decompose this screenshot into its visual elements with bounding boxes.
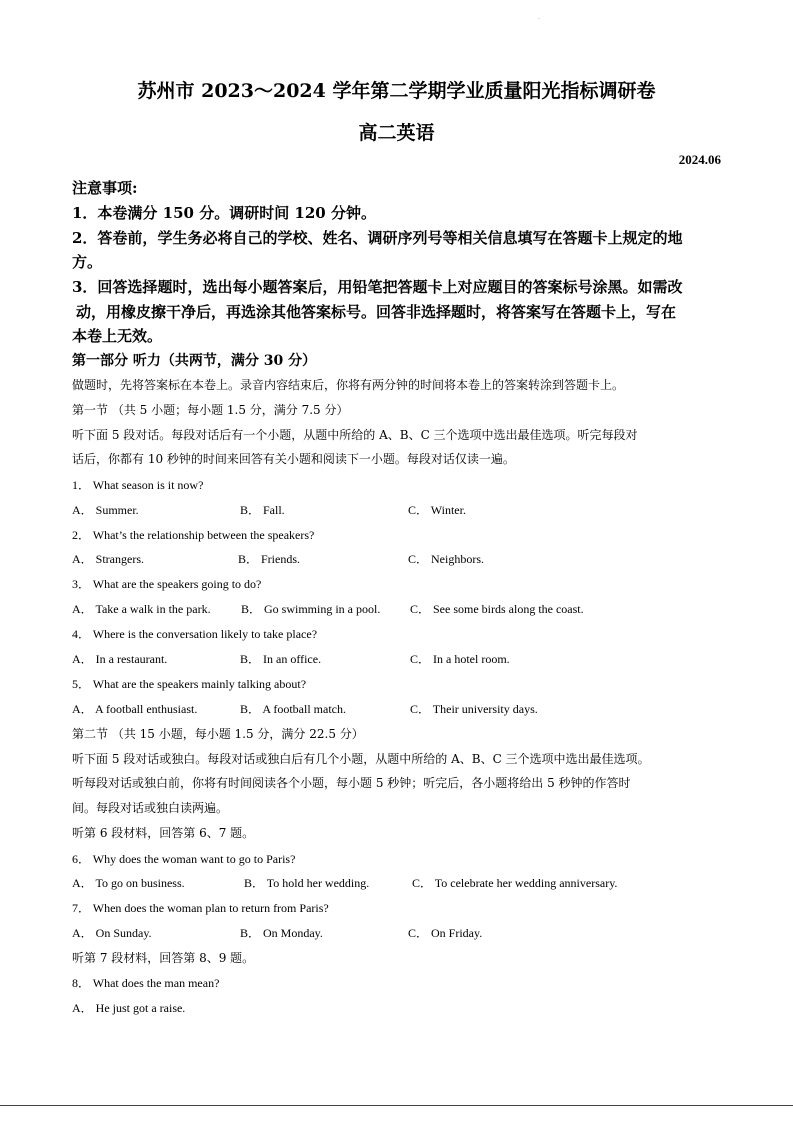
part1-heading: 第一部分 听力（共两节，满分 30 分） — [72, 353, 317, 369]
q4-option-a: A． In a restaurant. — [72, 652, 168, 666]
q6-option-c: C． To celebrate her wedding anniversary. — [412, 876, 618, 890]
q2-option-c: C． Neighbors. — [408, 552, 484, 566]
question-1: 1． What season is it now? — [72, 478, 204, 492]
q2-option-a: A． Strangers. — [72, 552, 144, 566]
note-1: 1．本卷满分 150 分。调研时间 120 分钟。 — [72, 204, 376, 222]
exam-title: 苏州市 2023～2024 学年第二学期学业质量阳光指标调研卷 — [137, 80, 656, 102]
material-7-heading: 听第 7 段材料，回答第 8、9 题。 — [72, 951, 255, 965]
q7-option-c: C． On Friday. — [408, 926, 483, 940]
section2-heading: 第二节 （共 15 小题，每小题 1.5 分，满分 22.5 分） — [72, 727, 364, 741]
question-3: 3． What are the speakers going to do? — [72, 577, 262, 591]
q1-option-c: C． Winter. — [408, 503, 466, 517]
section2-instruction-1: 听下面 5 段对话或独白。每段对话或独白后有几个小题，从题中所给的 A、B、C 三个选项中选出最佳选项。 — [72, 752, 650, 766]
q3-option-b: B． Go swimming in a pool. — [241, 602, 381, 616]
q2-option-b: B． Friends. — [238, 552, 301, 566]
q1-option-b: B． Fall. — [240, 503, 285, 517]
section2-instruction-3: 间。每段对话或独白读两遍。 — [72, 801, 229, 815]
q7-option-b: B． On Monday. — [240, 926, 323, 940]
note-2-line1: 2．答卷前，学生务必将自己的学校、姓名、调研序列号等相关信息填写在答题卡上规定的地 — [72, 229, 683, 247]
q5-option-b: B． A football match. — [240, 702, 346, 716]
q5-option-c: C． Their university days. — [410, 702, 538, 716]
section1-instruction-2: 话后，你都有 10 秒钟的时间来回答有关小题和阅读下一小题。每段对话仅读一遍。 — [72, 452, 515, 466]
page-bottom-divider — [0, 1105, 793, 1106]
note-2-line2: 方。 — [72, 253, 103, 271]
note-3-line1: 3．回答选择题时，选出每小题答案后，用铅笔把答题卡上对应题目的答案标号涂黑。如需改 — [72, 278, 683, 296]
q5-option-a: A． A football enthusiast. — [72, 702, 198, 716]
q6-option-b: B． To hold her wedding. — [244, 876, 370, 890]
notes-heading: 注意事项: — [72, 179, 138, 197]
question-4: 4． Where is the conversation likely to take place? — [72, 627, 318, 641]
section1-heading: 第一节 （共 5 小题；每小题 1.5 分，满分 7.5 分） — [72, 403, 349, 417]
material-6-heading: 听第 6 段材料，回答第 6、7 题。 — [72, 826, 255, 840]
question-8: 8． What does the man mean? — [72, 976, 220, 990]
exam-date: 2024.06 — [678, 152, 721, 167]
question-6: 6． Why does the woman want to go to Paris? — [72, 852, 296, 866]
q7-option-a: A． On Sunday. — [72, 926, 152, 940]
q8-option-a: A． He just got a raise. — [72, 1001, 186, 1015]
q4-option-b: B． In an office. — [240, 652, 322, 666]
exam-subtitle: 高二英语 — [358, 122, 435, 144]
question-2: 2． What’s the relationship between the speakers? — [72, 528, 315, 542]
section1-instruction-1: 听下面 5 段对话。每段对话后有一个小题，从题中所给的 A、B、C 三个选项中选出最佳选项。听完每段对 — [72, 428, 638, 442]
q4-option-c: C． In a hotel room. — [410, 652, 510, 666]
question-5: 5． What are the speakers mainly talking about? — [72, 677, 307, 691]
note-3-line2: 动，用橡皮擦干净后，再选涂其他答案标号。回答非选择题时，将答案写在答题卡上，写在 — [76, 303, 677, 321]
page-mark: . — [538, 14, 540, 21]
question-7: 7． When does the woman plan to return from Paris? — [72, 901, 329, 915]
q3-option-c: C． See some birds along the coast. — [410, 602, 584, 616]
q1-option-a: A． Summer. — [72, 503, 139, 517]
note-3-line3: 本卷上无效。 — [72, 327, 163, 345]
section2-instruction-2: 听每段对话或独白前，你将有时间阅读各个小题，每小题 5 秒钟；听完后，各小题将给出 5 秒钟的作答时 — [72, 776, 631, 790]
q3-option-a: A． Take a walk in the park. — [72, 602, 211, 616]
part1-intro: 做题时，先将答案标在本卷上。录音内容结束后，你将有两分钟的时间将本卷上的答案转涂到答题卡上。 — [72, 378, 625, 392]
q6-option-a: A． To go on business. — [72, 876, 185, 890]
